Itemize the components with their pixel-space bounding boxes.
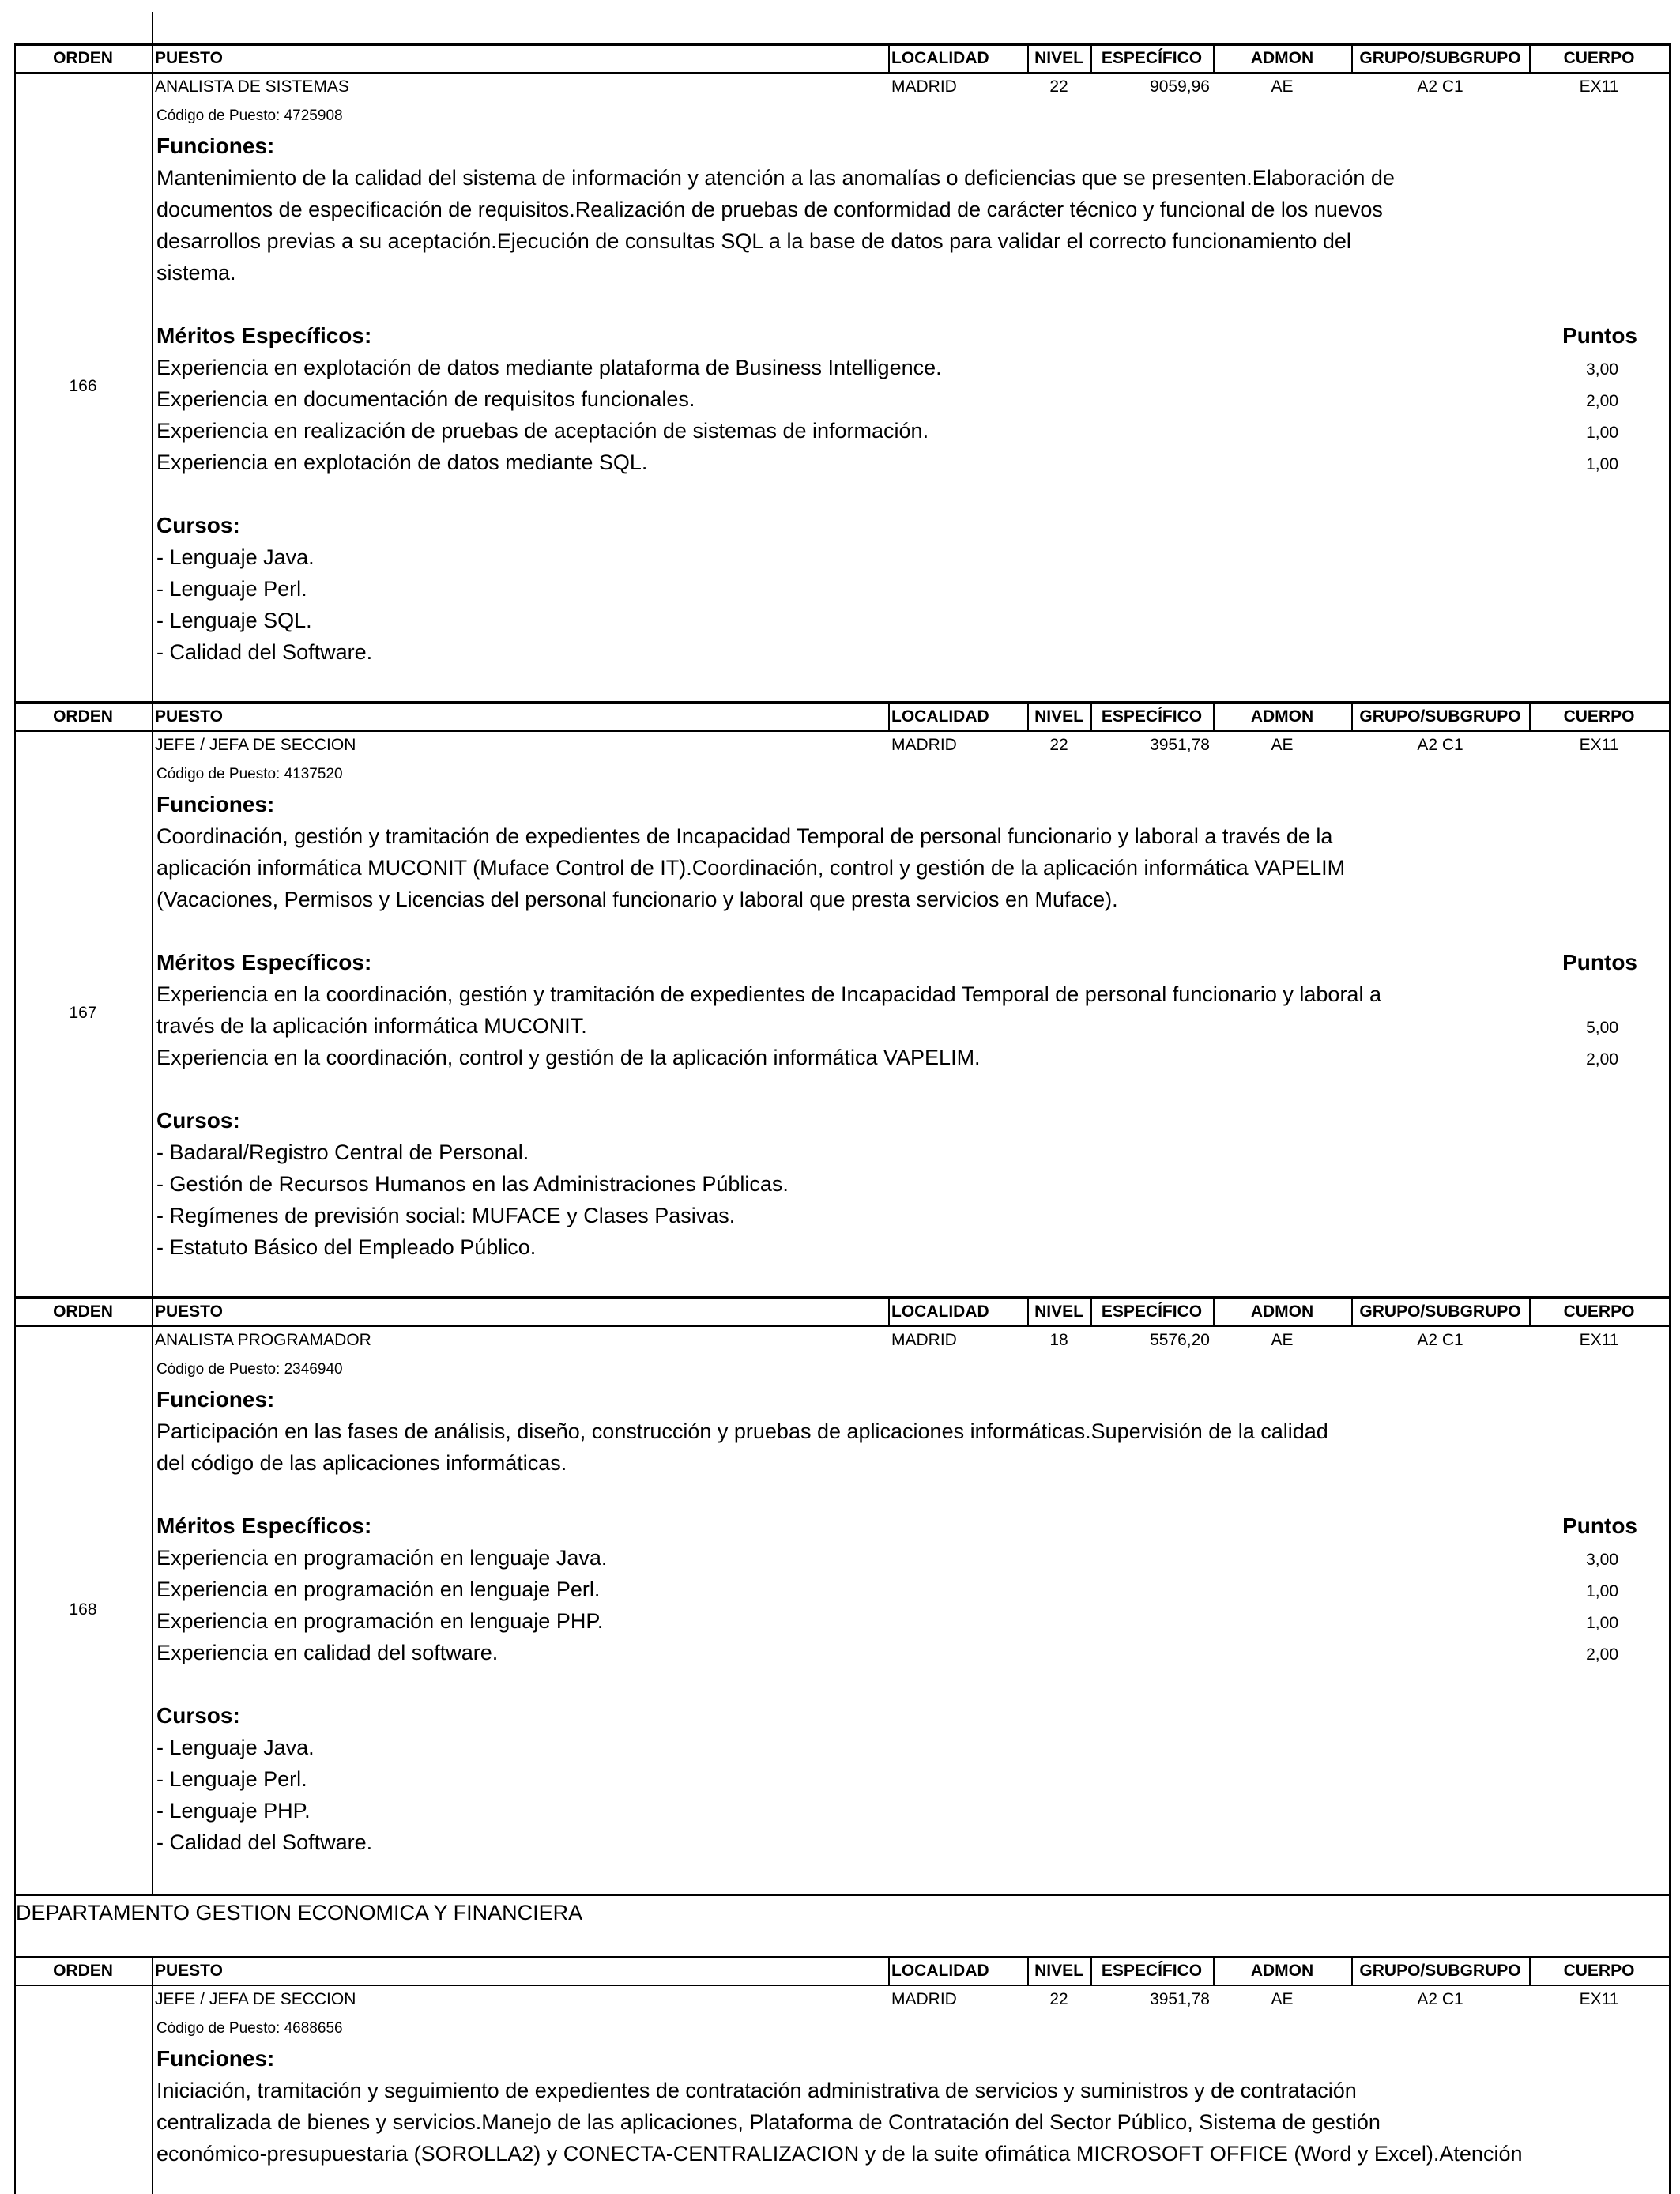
- column-header-especifico: ESPECÍFICO: [1101, 1962, 1203, 1980]
- merito-puntos: 5,00: [1586, 1019, 1618, 1037]
- department-heading: DEPARTAMENTO GESTION ECONOMICA Y FINANCIERA: [16, 1901, 583, 1924]
- merito-text-line: Experiencia en la coordinación, control y gestión de la aplicación informática VAPELIM.: [156, 1046, 981, 1069]
- header-top-rule: [14, 1956, 1671, 1958]
- funciones-label: Funciones:: [156, 792, 275, 816]
- field-grupo: A2 C1: [1417, 736, 1463, 754]
- column-header-nivel: NIVEL: [1034, 1962, 1083, 1980]
- column-header-nivel: NIVEL: [1034, 1302, 1083, 1321]
- puntos-label: Puntos: [1562, 950, 1637, 974]
- field-cuerpo: EX11: [1579, 1990, 1619, 2008]
- top-separator-line: [152, 12, 153, 43]
- header-column-divider: [1213, 1956, 1215, 1985]
- field-especifico: 3951,78: [1150, 736, 1210, 754]
- meritos-label: Méritos Específicos:: [156, 323, 372, 348]
- header-column-divider: [1351, 1297, 1353, 1325]
- funciones-text-line: Iniciación, tramitación y seguimiento de expedientes de contratación administrativa de servicios y suministros y de contratación: [156, 2079, 1357, 2102]
- header-top-rule: [14, 43, 1671, 46]
- funciones-text-line: sistema.: [156, 261, 236, 285]
- field-puesto: JEFE / JEFA DE SECCION: [155, 1990, 356, 2008]
- header-column-divider: [1090, 43, 1092, 72]
- merito-text-line: Experiencia en la coordinación, gestión y tramitación de expedientes de Incapacidad Temporal de personal funcionario y laboral a: [156, 982, 1381, 1006]
- block-left-border: [14, 1956, 16, 2194]
- merito-text-line: Experiencia en programación en lenguaje Perl.: [156, 1578, 601, 1601]
- merito-puntos: 1,00: [1586, 1582, 1618, 1600]
- meritos-label: Méritos Específicos:: [156, 1514, 372, 1538]
- orden-separator: [152, 43, 153, 701]
- merito-text-line: través de la aplicación informática MUCONIT.: [156, 1014, 587, 1038]
- field-admon: AE: [1271, 1331, 1294, 1349]
- field-nivel: 18: [1049, 1331, 1068, 1349]
- header-bottom-rule: [14, 730, 1671, 732]
- column-header-puesto: PUESTO: [155, 707, 223, 726]
- funciones-label: Funciones:: [156, 2046, 275, 2071]
- curso-item: - Calidad del Software.: [156, 1830, 373, 1854]
- funciones-text-line: aplicación informática MUCONIT (Muface Control de IT).Coordinación, control y gestión de la aplicación informática VAPELIM: [156, 856, 1346, 880]
- field-grupo: A2 C1: [1417, 77, 1463, 96]
- curso-item: - Calidad del Software.: [156, 640, 373, 664]
- block-right-border: [1669, 43, 1671, 701]
- field-admon: AE: [1271, 736, 1294, 754]
- field-localidad: MADRID: [891, 77, 957, 96]
- codigo-puesto: Código de Puesto: 4688656: [156, 2020, 343, 2037]
- field-puesto: JEFE / JEFA DE SECCION: [155, 736, 356, 754]
- header-column-divider: [1213, 702, 1215, 730]
- field-cuerpo: EX11: [1579, 77, 1619, 96]
- column-header-admon: ADMON: [1250, 707, 1314, 726]
- curso-item: - Lenguaje Java.: [156, 1736, 315, 1759]
- puntos-label: Puntos: [1562, 323, 1637, 348]
- header-column-divider: [1027, 702, 1029, 730]
- curso-item: - Estatuto Básico del Empleado Público.: [156, 1235, 537, 1259]
- column-header-especifico: ESPECÍFICO: [1101, 707, 1203, 726]
- block-bottom-rule: [14, 1894, 1671, 1896]
- funciones-label: Funciones:: [156, 134, 275, 158]
- codigo-puesto: Código de Puesto: 4137520: [156, 766, 343, 782]
- curso-item: - Lenguaje SQL.: [156, 609, 312, 632]
- cursos-label: Cursos:: [156, 1703, 240, 1728]
- column-header-admon: ADMON: [1250, 1302, 1314, 1321]
- funciones-text-line: (Vacaciones, Permisos y Licencias del personal funcionario y laboral que presta servicios en Muface).: [156, 888, 1118, 911]
- header-column-divider: [1090, 1956, 1092, 1985]
- column-header-cuerpo: CUERPO: [1563, 1962, 1635, 1980]
- funciones-text-line: Participación en las fases de análisis, diseño, construcción y pruebas de aplicaciones informáticas.Supervisión de la calidad: [156, 1419, 1328, 1443]
- department-right-border: [1669, 1894, 1671, 1956]
- orden-number: 168: [69, 1600, 97, 1619]
- puntos-label: Puntos: [1562, 1514, 1637, 1538]
- block-left-border: [14, 43, 16, 701]
- field-grupo: A2 C1: [1417, 1331, 1463, 1349]
- merito-text-line: Experiencia en documentación de requisitos funcionales.: [156, 387, 695, 411]
- curso-item: - Lenguaje Java.: [156, 545, 315, 569]
- field-cuerpo: EX11: [1579, 1331, 1619, 1349]
- column-header-puesto: PUESTO: [155, 49, 223, 67]
- column-header-admon: ADMON: [1250, 49, 1314, 67]
- column-header-cuerpo: CUERPO: [1563, 707, 1635, 726]
- merito-puntos: 1,00: [1586, 1614, 1618, 1632]
- orden-number: 166: [69, 377, 97, 395]
- funciones-text-line: Coordinación, gestión y tramitación de expedientes de Incapacidad Temporal de personal funcionario y laboral a través de la: [156, 824, 1333, 848]
- column-header-orden: ORDEN: [53, 1962, 113, 1980]
- field-admon: AE: [1271, 1990, 1294, 2008]
- curso-item: - Lenguaje PHP.: [156, 1799, 311, 1823]
- merito-text-line: Experiencia en explotación de datos mediante plataforma de Business Intelligence.: [156, 356, 942, 379]
- header-bottom-rule: [14, 1985, 1671, 1986]
- header-column-divider: [888, 1956, 890, 1985]
- curso-item: - Lenguaje Perl.: [156, 1767, 307, 1791]
- header-column-divider: [1529, 1297, 1531, 1325]
- field-puesto: ANALISTA PROGRAMADOR: [155, 1331, 371, 1349]
- column-header-localidad: LOCALIDAD: [891, 1302, 989, 1321]
- header-column-divider: [1213, 1297, 1215, 1325]
- header-top-rule: [14, 702, 1671, 704]
- column-header-orden: ORDEN: [53, 707, 113, 726]
- field-especifico: 9059,96: [1150, 77, 1210, 96]
- merito-puntos: 2,00: [1586, 392, 1618, 410]
- column-header-puesto: PUESTO: [155, 1302, 223, 1321]
- merito-text-line: Experiencia en programación en lenguaje PHP.: [156, 1609, 604, 1633]
- header-column-divider: [1027, 43, 1029, 72]
- column-header-cuerpo: CUERPO: [1563, 1302, 1635, 1321]
- column-header-admon: ADMON: [1250, 1962, 1314, 1980]
- column-header-localidad: LOCALIDAD: [891, 707, 989, 726]
- orden-separator: [152, 702, 153, 1296]
- block-left-border: [14, 702, 16, 1296]
- field-localidad: MADRID: [891, 1331, 957, 1349]
- funciones-text-line: documentos de especificación de requisitos.Realización de pruebas de conformidad de carácter técnico y funcional de los nuevos: [156, 198, 1383, 221]
- header-column-divider: [1351, 1956, 1353, 1985]
- header-column-divider: [1027, 1956, 1029, 1985]
- merito-text-line: Experiencia en realización de pruebas de aceptación de sistemas de información.: [156, 419, 929, 443]
- cursos-label: Cursos:: [156, 513, 240, 537]
- column-header-localidad: LOCALIDAD: [891, 1962, 989, 1980]
- column-header-puesto: PUESTO: [155, 1962, 223, 1980]
- funciones-text-line: económico-presupuestaria (SOROLLA2) y CONECTA-CENTRALIZACION y de la suite ofimática MICROSOFT OFFICE (Word y Excel).Atención: [156, 2142, 1523, 2166]
- header-column-divider: [1351, 43, 1353, 72]
- header-column-divider: [1027, 1297, 1029, 1325]
- codigo-puesto: Código de Puesto: 2346940: [156, 1361, 343, 1378]
- header-column-divider: [888, 702, 890, 730]
- funciones-text-line: Mantenimiento de la calidad del sistema de información y atención a las anomalías o deficiencias que se presenten.Elaboración de: [156, 166, 1395, 190]
- header-column-divider: [1529, 702, 1531, 730]
- header-column-divider: [888, 43, 890, 72]
- header-column-divider: [1529, 1956, 1531, 1985]
- field-nivel: 22: [1049, 1990, 1068, 2008]
- column-header-grupo: GRUPO/SUBGRUPO: [1359, 1302, 1521, 1321]
- meritos-label: Méritos Específicos:: [156, 950, 372, 974]
- header-bottom-rule: [14, 72, 1671, 74]
- column-header-orden: ORDEN: [53, 49, 113, 67]
- field-localidad: MADRID: [891, 1990, 957, 2008]
- funciones-text-line: del código de las aplicaciones informáticas.: [156, 1451, 567, 1475]
- orden-number: 167: [69, 1004, 97, 1022]
- block-right-border: [1669, 1297, 1671, 1894]
- field-cuerpo: EX11: [1579, 736, 1619, 754]
- merito-puntos: 2,00: [1586, 1050, 1618, 1069]
- merito-puntos: 1,00: [1586, 455, 1618, 473]
- column-header-grupo: GRUPO/SUBGRUPO: [1359, 1962, 1521, 1980]
- merito-puntos: 3,00: [1586, 360, 1618, 379]
- funciones-text-line: centralizada de bienes y servicios.Manejo de las aplicaciones, Plataforma de Contratación del Sector Público, Sistema de gestión: [156, 2110, 1381, 2134]
- block-right-border: [1669, 1956, 1671, 2194]
- curso-item: - Gestión de Recursos Humanos en las Administraciones Públicas.: [156, 1172, 789, 1196]
- field-nivel: 22: [1049, 736, 1068, 754]
- merito-puntos: 2,00: [1586, 1646, 1618, 1664]
- header-bottom-rule: [14, 1325, 1671, 1327]
- header-column-divider: [1529, 43, 1531, 72]
- column-header-localidad: LOCALIDAD: [891, 49, 989, 67]
- field-puesto: ANALISTA DE SISTEMAS: [155, 77, 349, 96]
- orden-separator: [152, 1297, 153, 1894]
- column-header-nivel: NIVEL: [1034, 707, 1083, 726]
- field-especifico: 3951,78: [1150, 1990, 1210, 2008]
- curso-item: - Lenguaje Perl.: [156, 577, 307, 601]
- header-column-divider: [1090, 1297, 1092, 1325]
- column-header-cuerpo: CUERPO: [1563, 49, 1635, 67]
- header-column-divider: [1213, 43, 1215, 72]
- merito-text-line: Experiencia en explotación de datos mediante SQL.: [156, 450, 648, 474]
- funciones-text-line: desarrollos previas a su aceptación.Ejecución de consultas SQL a la base de datos para validar el correcto funcionamiento del: [156, 229, 1351, 253]
- header-column-divider: [1090, 702, 1092, 730]
- header-top-rule: [14, 1297, 1671, 1299]
- column-header-orden: ORDEN: [53, 1302, 113, 1321]
- curso-item: - Badaral/Registro Central de Personal.: [156, 1140, 529, 1164]
- column-header-especifico: ESPECÍFICO: [1101, 49, 1203, 67]
- field-admon: AE: [1271, 77, 1294, 96]
- block-right-border: [1669, 702, 1671, 1296]
- merito-puntos: 3,00: [1586, 1551, 1618, 1569]
- column-header-especifico: ESPECÍFICO: [1101, 1302, 1203, 1321]
- column-header-grupo: GRUPO/SUBGRUPO: [1359, 49, 1521, 67]
- field-localidad: MADRID: [891, 736, 957, 754]
- merito-puntos: 1,00: [1586, 424, 1618, 442]
- field-grupo: A2 C1: [1417, 1990, 1463, 2008]
- codigo-puesto: Código de Puesto: 4725908: [156, 107, 343, 124]
- orden-separator: [152, 1956, 153, 2194]
- merito-text-line: Experiencia en calidad del software.: [156, 1641, 499, 1664]
- curso-item: - Regímenes de previsión social: MUFACE y Clases Pasivas.: [156, 1204, 736, 1227]
- funciones-label: Funciones:: [156, 1387, 275, 1412]
- header-column-divider: [888, 1297, 890, 1325]
- field-nivel: 22: [1049, 77, 1068, 96]
- column-header-grupo: GRUPO/SUBGRUPO: [1359, 707, 1521, 726]
- header-column-divider: [1351, 702, 1353, 730]
- merito-text-line: Experiencia en programación en lenguaje Java.: [156, 1546, 608, 1570]
- block-left-border: [14, 1297, 16, 1894]
- field-especifico: 5576,20: [1150, 1331, 1210, 1349]
- column-header-nivel: NIVEL: [1034, 49, 1083, 67]
- cursos-label: Cursos:: [156, 1108, 240, 1133]
